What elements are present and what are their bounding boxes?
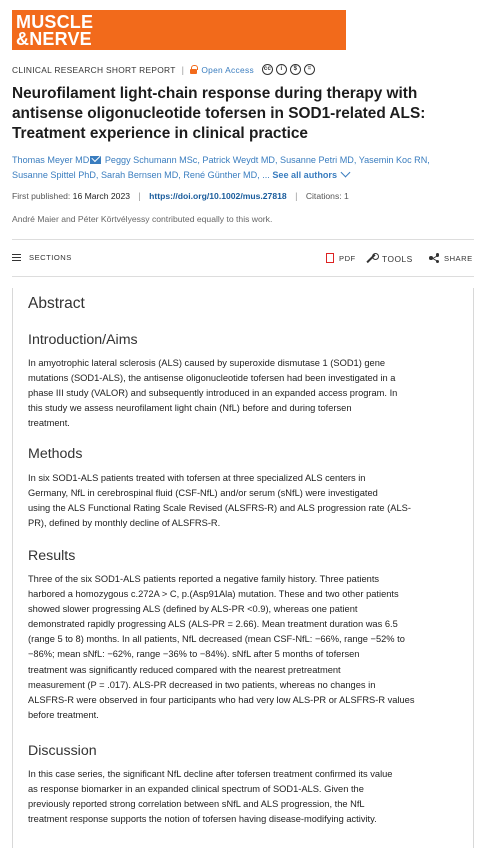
journal-logo-line1: MUSCLE	[16, 12, 94, 32]
text-line: (range 5 to 8) months. In all patients, NfL decreased (mean CSF-NfL: −66%, range −52% to	[28, 634, 405, 645]
author-list: Thomas Meyer MD Peggy Schumann MSc, Patrick Weydt MD, Susanne Petri MD, Yasemin Koc RN, Susanne Spittel PhD, Sarah Bernsen MD, René Günther MD, ... See all authors	[12, 155, 430, 180]
text-line: In this case series, the significant NfL decline after tofersen treatment confirmed its value	[28, 769, 393, 779]
divider	[12, 239, 474, 240]
wrench-icon	[366, 253, 377, 264]
tools-label: TOOLS	[382, 253, 413, 264]
separator: |	[181, 64, 185, 75]
section-heading: Results	[28, 548, 76, 564]
text-line: In amyotrophic lateral sclerosis (ALS) caused by superoxide dismutase 1 (SOD1) gene	[28, 358, 386, 368]
text-line: measurement (P = .017). ALS-PR decreased in two patients, whereas no changes in	[28, 679, 376, 690]
text-line: using the ALS Functional Rating Scale Revised (ALSFRS-R) and ALS progression rate (ALS-	[28, 503, 411, 514]
article-toolbar	[12, 251, 474, 267]
text-line: phase III study (VALOR) and subsequently introduced in an expanded access program. In	[28, 388, 398, 399]
section-heading: Discussion	[28, 743, 97, 759]
divider	[12, 276, 474, 277]
article-title: Neurofilament light-chain response during therapy with antisense oligonucleotide tofersen in SOD1-related ALS: Treatment experience in clinical practice	[12, 85, 426, 142]
share-button[interactable]	[429, 253, 473, 263]
text-line: demonstrated rapidly progressing ALS (ALS-PR = 2.66). Mean treatment duration was 6.5	[28, 619, 398, 630]
open-lock-icon	[190, 65, 197, 74]
section-body	[28, 767, 468, 827]
nc-icon: $	[290, 64, 301, 75]
share-label: SHARE	[444, 253, 473, 263]
text-line: before treatment.	[28, 709, 99, 720]
text-line: Germany, NfL in cerebrospinal fluid (CSF-NfL) and/or serum (sNfL) were investigated	[28, 488, 378, 499]
text-line: previously reported strong correlation between sNfL and ALS progression, the NfL	[28, 799, 365, 810]
pdf-button[interactable]	[326, 253, 356, 263]
license-icons[interactable]	[262, 64, 315, 75]
abstract-heading: Abstract	[28, 295, 85, 312]
nd-icon: =	[304, 64, 315, 75]
pdf-label: PDF	[339, 253, 356, 263]
open-access-label: Open Access	[201, 64, 254, 75]
article-meta-row	[12, 64, 315, 75]
author-link[interactable]: Susanne Spittel PhD, Sarah Bernsen MD, René Günther MD	[12, 169, 258, 180]
publication-info	[12, 191, 349, 201]
text-line: treatment.	[28, 418, 70, 429]
first-published-date: 16 March 2023	[72, 191, 130, 201]
pdf-icon	[326, 253, 334, 263]
sections-label: SECTIONS	[29, 253, 72, 262]
article-type: CLINICAL RESEARCH SHORT REPORT	[12, 64, 176, 75]
see-all-authors-link[interactable]: ... See all authors	[262, 170, 349, 180]
text-line: ALSFRS-R were observed in four participants who had very low ALS-PR or ALSFRS-R values	[28, 694, 415, 705]
separator: |	[295, 191, 298, 201]
text-line: In six SOD1-ALS patients treated with tofersen at three specialized ALS centers in	[28, 473, 366, 483]
journal-logo-line2: &NERVE	[16, 29, 92, 49]
tools-button[interactable]	[366, 253, 413, 264]
sections-button[interactable]	[12, 253, 72, 262]
text-line: PR), defined by monthly decline of ALSFRS-R.	[28, 518, 221, 529]
contribution-note: André Maier and Péter Körtvélyessy contributed equally to this work.	[12, 214, 273, 224]
text-line: harbored a homozygous c.272A > C, p.(Asp91Ala) mutation. These and two other patients	[28, 589, 399, 600]
abstract-panel	[12, 288, 474, 848]
text-line: showed slower progressing ALS (defined by ALS-PR <0.9), whereas one patient	[28, 604, 358, 615]
by-icon: i	[276, 64, 287, 75]
see-all-authors-label: See all authors	[272, 169, 338, 180]
cc-icon: cc	[262, 64, 273, 75]
author-link[interactable]: Thomas Meyer MD	[12, 155, 90, 165]
doi-link[interactable]: https://doi.org/10.1002/mus.27818	[149, 191, 287, 201]
first-published-label: First published:	[12, 191, 71, 201]
section-body	[28, 572, 468, 723]
envelope-icon[interactable]	[90, 156, 101, 164]
share-icon	[429, 253, 439, 263]
text-line: treatment was significantly reduced compared with the nearest pretreatment	[28, 664, 341, 675]
text-line: −86%; mean sNfL: −62%, range −36% to −84%). sNfL after 5 months of tofersen	[28, 649, 360, 660]
text-line: treatment response supports the notion of tofersen having disease-modifying activity.	[28, 814, 377, 825]
journal-logo[interactable]	[12, 10, 346, 50]
text-line: Three of the six SOD1-ALS patients reported a negative family history. Three patients	[28, 574, 380, 584]
open-access-badge[interactable]	[190, 65, 254, 75]
section-body	[28, 471, 468, 531]
author-link[interactable]: Peggy Schumann MSc, Patrick Weydt MD, Susanne Petri MD, Yasemin Koc RN,	[104, 155, 430, 165]
text-line: mutations (SOD1-ALS), the antisense oligonucleotide tofersen had been investigated in a	[28, 373, 396, 384]
text-line: as response biomarker in an expanded clinical spectrum of SOD1-ALS. Given the	[28, 784, 364, 795]
section-body	[28, 356, 468, 431]
section-heading: Methods	[28, 446, 83, 462]
citations-count[interactable]: Citations: 1	[305, 191, 349, 201]
section-heading: Introduction/Aims	[28, 332, 138, 348]
list-icon	[12, 254, 21, 262]
text-line: this study we assess neurofilament light chain (NfL) before and during tofersen	[28, 403, 352, 414]
separator: |	[138, 191, 141, 201]
chevron-down-icon	[341, 167, 351, 177]
